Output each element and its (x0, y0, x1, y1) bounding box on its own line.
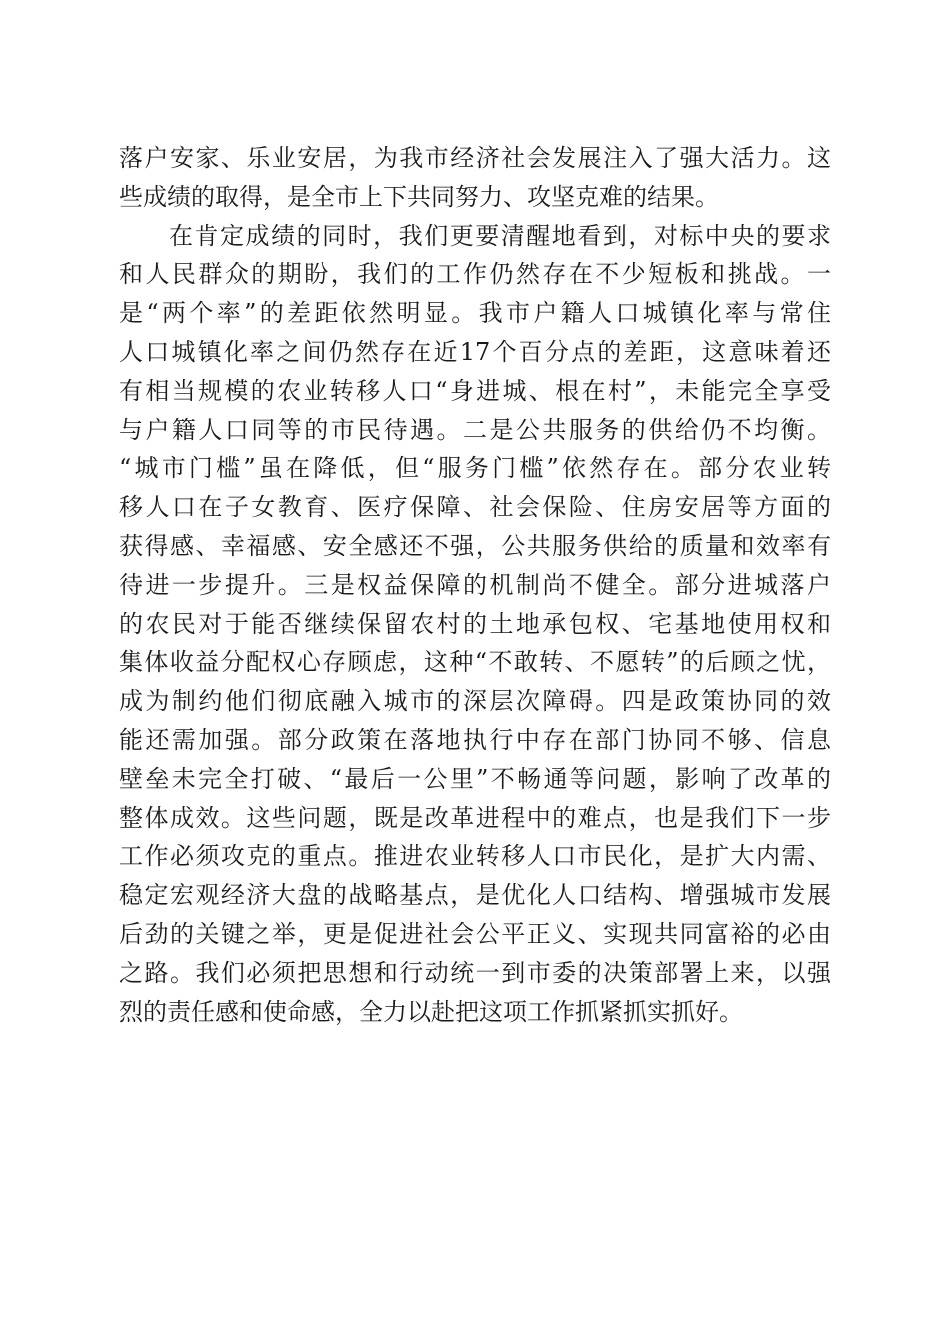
text-line: 壁垒未完全打破、“最后一公里”不畅通等问题，影响了改革的 (119, 764, 831, 793)
text-line: 人口城镇化率之间仍然存在近17个百分点的差距，这意味着还 (119, 337, 831, 366)
text-line: 和人民群众的期盼，我们的工作仍然存在不少短板和挑战。一 (119, 260, 831, 289)
text-line: 些成绩的取得，是全市上下共同努力、攻坚克难的结果。 (119, 182, 719, 211)
text-line: 烈的责任感和使命感，全力以赴把这项工作抓紧抓实抓好。 (119, 997, 743, 1026)
text-line: “城市门槛”虽在降低，但“服务门槛”依然存在。部分农业转 (119, 454, 831, 483)
text-line: 获得感、幸福感、安全感还不强，公共服务供给的质量和效率有 (119, 531, 831, 560)
document-body (119, 139, 831, 1031)
text-line: 是“两个率”的差距依然明显。我市户籍人口城镇化率与常住 (119, 299, 831, 328)
text-line: 有相当规模的农业转移人口“身进城、根在村”，未能完全享受 (119, 376, 831, 405)
text-line: 落户安家、乐业安居，为我市经济社会发展注入了强大活力。这 (119, 144, 831, 172)
text-line: 之路。我们必须把思想和行动统一到市委的决策部署上来，以强 (119, 958, 831, 987)
paragraph-first-line: 在肯定成绩的同时，我们更要清醒地看到，对标中央的要求 (169, 221, 831, 250)
text-line: 能还需加强。部分政策在落地执行中存在部门协同不够、信息 (119, 725, 831, 754)
text-line: 工作必须攻克的重点。推进农业转移人口市民化，是扩大内需、 (119, 842, 831, 871)
text-line: 移人口在子女教育、医疗保障、社会保险、住房安居等方面的 (119, 493, 831, 522)
text-line: 成为制约他们彻底融入城市的深层次障碍。四是政策协同的效 (119, 687, 831, 716)
text-line: 稳定宏观经济大盘的战略基点，是优化人口结构、增强城市发展 (119, 881, 831, 910)
text-line: 后劲的关键之举，更是促进社会公平正义、实现共同富裕的必由 (119, 919, 831, 948)
text-line: 整体成效。这些问题，既是改革进程中的难点，也是我们下一步 (119, 803, 831, 832)
text-line: 待进一步提升。三是权益保障的机制尚不健全。部分进城落户 (119, 570, 831, 599)
text-line: 与户籍人口同等的市民待遇。二是公共服务的供给仍不均衡。 (119, 415, 831, 444)
text-line: 集体收益分配权心存顾虑，这种“不敢转、不愿转”的后顾之忧， (119, 648, 831, 677)
text-line: 的农民对于能否继续保留农村的土地承包权、宅基地使用权和 (119, 609, 831, 638)
